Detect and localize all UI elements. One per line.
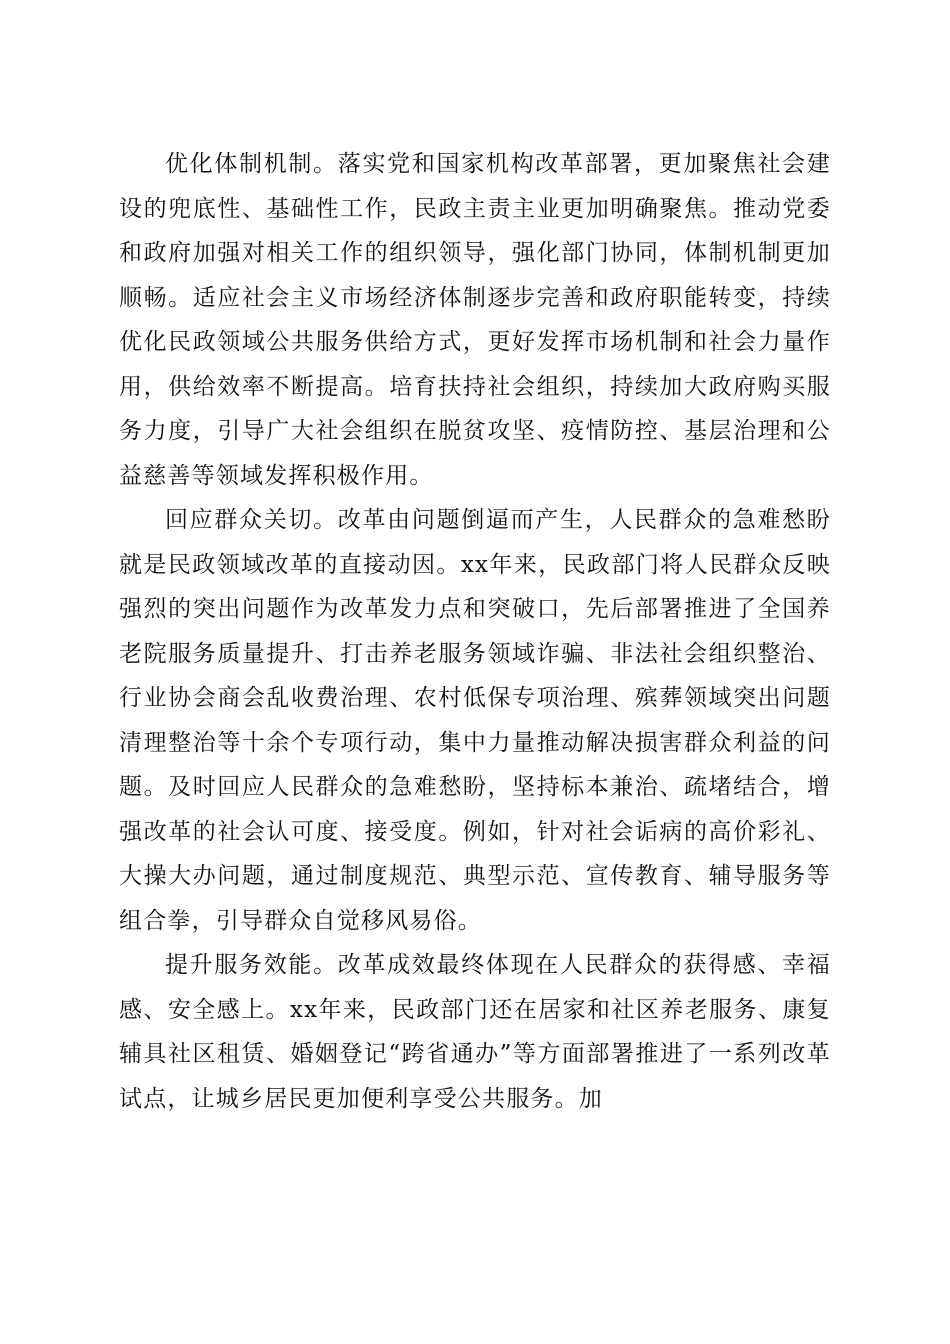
document-body bbox=[119, 142, 831, 1121]
paragraph-service-efficiency: 提升服务效能。改革成效最终体现在人民群众的获得感、幸福感、安全感上。xx年来，民政部门还在居家和社区养老服务、康复辅具社区租赁、婚姻登记“跨省通办”等方面部署推进了一系列改革试点，让城乡居民更加便利享受公共服务。加 bbox=[119, 952, 831, 1112]
paragraph-public-concerns: 回应群众关切。改革由问题倒逼而产生，人民群众的急难愁盼就是民政领域改革的直接动因。xx年来，民政部门将人民群众反映强烈的突出问题作为改革发力点和突破口，先后部署推进了全国养老院服务质量提升、打击养老服务领域诈骗、非法社会组织整治、行业协会商会乱收费治理、农村低保专项治理、殡葬领域突出问题清理整治等十余个专项行动，集中力量推动解决损害群众利益的问题。及时回应人民群众的急难愁盼，坚持标本兼治、疏堵结合，增强改革的社会认可度、接受度。例如，针对社会诟病的高价彩礼、大操大办问题，通过制度规范、典型示范、宣传教育、辅导服务等组合拳，引导群众自觉移风易俗。 bbox=[119, 507, 831, 934]
paragraph-system-optimization: 优化体制机制。落实党和国家机构改革部署，更加聚焦社会建设的兜底性、基础性工作，民政主责主业更加明确聚焦。推动党委和政府加强对相关工作的组织领导，强化部门协同，体制机制更加顺畅。适应社会主义市场经济体制逐步完善和政府职能转变，持续优化民政领域公共服务供给方式，更好发挥市场机制和社会力量作用，供给效率不断提高。培育扶持社会组织，持续加大政府购买服务力度，引导广大社会组织在脱贫攻坚、疫情防控、基层治理和公益慈善等领域发挥积极作用。 bbox=[119, 151, 831, 489]
